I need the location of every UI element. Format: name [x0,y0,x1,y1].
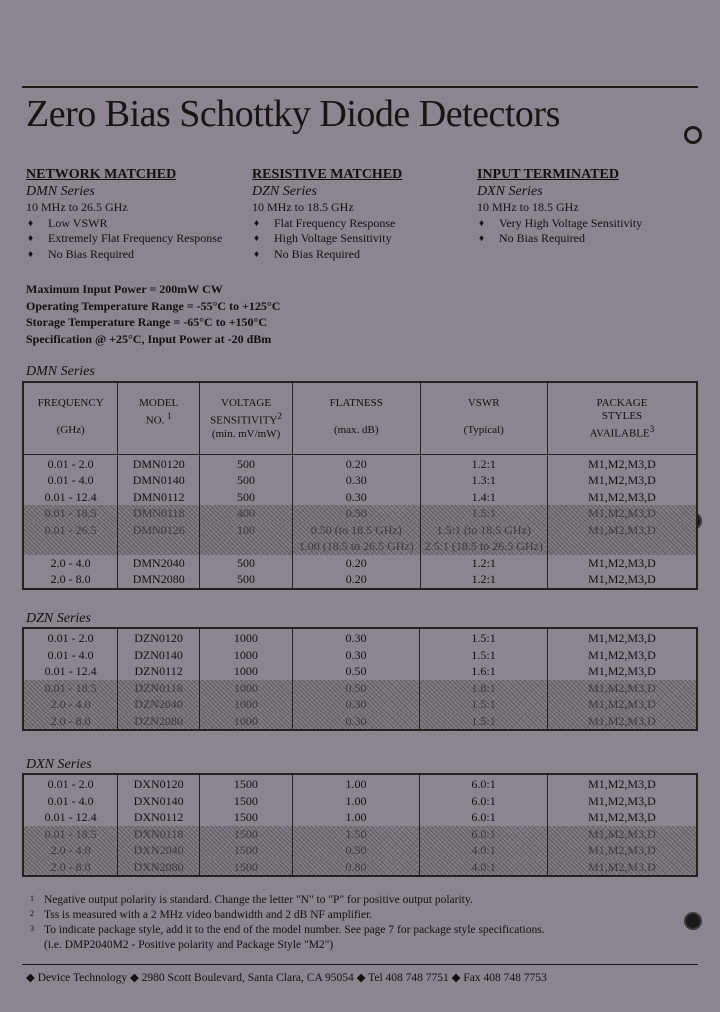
cell-flatness: 0.20 [292,571,420,589]
cell-sensitivity: 1000 [200,628,293,647]
footnote: (i.e. DMP2040M2 - Positive polarity and Package Style "M2") [44,939,334,951]
cell-flatness: 0.20 [292,454,420,472]
table-row [23,774,697,793]
dzn-table [22,627,698,731]
cell-sensitivity: 500 [200,571,293,589]
cell-model: DMN0126 [118,522,200,539]
cell-model: DMN0120 [118,454,200,472]
cell-frequency: 0.01 - 2.0 [23,628,118,647]
cell-model: DMN0118 [118,505,200,522]
cell-vswr: 1.5:1 [420,696,548,713]
table-row [23,628,697,647]
cell-sensitivity: 1000 [200,663,293,680]
table-row [23,793,697,810]
table-row [23,859,697,877]
cell-package: M1,M2,M3,D [547,826,697,843]
dmn-table-body [23,454,697,589]
spec-line: Maximum Input Power = 200mW CW [26,282,223,296]
cell-flatness: 1.00 [292,774,420,793]
spec-line: Specification @ +25°C, Input Power at -20 dBm [26,331,272,346]
top-rule [22,86,698,88]
cell-flatness: 0.50 (to 18.5 GHz) [292,522,420,539]
cell-model: DZN0120 [118,628,200,647]
cell-sensitivity: 1500 [200,842,293,859]
cell-package: M1,M2,M3,D [547,472,697,489]
cell-vswr: 4.0:1 [420,842,548,859]
cell-vswr: 1.5:1 [420,628,548,647]
col-model: MODEL NO. $^1$ [118,382,200,454]
table-row [23,696,697,713]
table-row [23,809,697,826]
cell-model [118,538,200,555]
cell-model: DXN0120 [118,774,200,793]
cell-sensitivity: 500 [200,555,293,572]
cell-vswr: 1.5:1 [420,647,548,664]
cell-package: M1,M2,M3,D [547,713,697,731]
cell-frequency: 0.01 - 4.0 [23,793,118,810]
cell-model: DMN0140 [118,472,200,489]
cell-sensitivity: 500 [200,472,293,489]
dxn-series-title: DXN Series [26,757,92,772]
feature-item: ♦ Very High Voltage Sensitivity [477,216,697,232]
table-row [23,826,697,843]
cell-flatness: 0.80 [292,859,420,877]
column-network-matched [26,166,246,262]
cell-vswr: 1.5:1 (to 18.5 GHz) [420,522,547,539]
cell-frequency: 2.0 - 4.0 [23,555,118,572]
cell-flatness: 0.30 [292,628,420,647]
feature-item: ♦ Low VSWR [26,216,246,232]
spec-line: Operating Temperature Range = -55°C to +125°C [26,298,281,313]
cell-package: M1,M2,M3,D [547,555,697,572]
cell-model: DZN0140 [118,647,200,664]
cell-flatness: 0.30 [292,647,420,664]
footnote: 3 To indicate package style, add it to the end of the model number. See page 7 for package style specifications. [30,924,545,936]
col-vswr: VSWR (Typical) [420,382,547,454]
cell-flatness: 0.50 [292,663,420,680]
cell-frequency: 0.01 - 18.5 [23,680,118,697]
dxn-table [22,773,698,877]
cell-flatness: 0.30 [292,713,420,731]
bottom-rule [22,964,698,965]
dxn-table-body [23,774,697,876]
cell-flatness: 0.30 [292,696,420,713]
column-heading: RESISTIVE MATCHED [252,167,403,182]
cell-frequency: 0.01 - 2.0 [23,454,118,472]
table-row [23,472,697,489]
cell-package: M1,M2,M3,D [547,571,697,589]
cell-sensitivity: 1000 [200,696,293,713]
cell-frequency: 0.01 - 2.0 [23,774,118,793]
cell-vswr: 1.2:1 [420,571,547,589]
cell-package: M1,M2,M3,D [547,454,697,472]
cell-model: DZN2080 [118,713,200,731]
cell-flatness: 0.50 [292,505,420,522]
cell-model: DXN2040 [118,842,200,859]
spec-line: Storage Temperature Range = -65°C to +150°C [26,315,268,329]
cell-vswr: 1.8:1 [420,680,548,697]
table-header-row [23,382,697,454]
table-row [23,680,697,697]
footnote: 2 Tss is measured with a 2 MHz video bandwidth and 2 dB NF amplifier. [30,909,373,921]
cell-model: DZN2040 [118,696,200,713]
cell-sensitivity: 1500 [200,793,293,810]
cell-frequency: 2.0 - 4.0 [23,842,118,859]
column-series: DZN Series [252,184,317,199]
feature-item: ♦ No Bias Required [477,231,697,247]
cell-frequency [23,538,118,555]
cell-model: DXN2080 [118,859,200,877]
cell-package: M1,M2,M3,D [547,809,697,826]
cell-package: M1,M2,M3,D [547,842,697,859]
column-resistive-matched [252,166,472,262]
cell-frequency: 0.01 - 18.5 [23,826,118,843]
footnote: 1 Negative output polarity is standard. Change the letter "N" to "P" for positive output polarity. [30,894,473,906]
footnotes [30,893,545,953]
cell-sensitivity: 1000 [200,647,293,664]
cell-package: M1,M2,M3,D [547,628,697,647]
cell-sensitivity: 500 [200,454,293,472]
cell-flatness: 0.30 [292,472,420,489]
table-row [23,842,697,859]
cell-sensitivity: 500 [200,489,293,506]
table-row [23,713,697,731]
feature-item: ♦ Flat Frequency Response [252,216,472,232]
cell-flatness: 0.20 [292,555,420,572]
cell-vswr: 1.5:1 [420,505,547,522]
punch-hole-icon [684,912,702,930]
cell-package: M1,M2,M3,D [547,663,697,680]
cell-sensitivity: 400 [200,505,293,522]
cell-frequency: 2.0 - 8.0 [23,859,118,877]
table-row [23,505,697,522]
cell-flatness: 1.00 (18.5 to 26.5 GHz) [292,538,420,555]
cell-vswr: 1.3:1 [420,472,547,489]
cell-package: M1,M2,M3,D [547,522,697,539]
cell-package: M1,M2,M3,D [547,793,697,810]
dzn-series-title: DZN Series [26,611,91,626]
column-series: DMN Series [26,184,95,199]
cell-vswr: 1.6:1 [420,663,548,680]
cell-model: DXN0112 [118,809,200,826]
cell-package: M1,M2,M3,D [547,647,697,664]
cell-flatness: 1.00 [292,793,420,810]
cell-frequency: 2.0 - 8.0 [23,571,118,589]
cell-sensitivity: 1000 [200,713,293,731]
cell-vswr: 1.4:1 [420,489,547,506]
cell-frequency: 0.01 - 18.5 [23,505,118,522]
feature-item: ♦ No Bias Required [26,247,246,263]
cell-vswr: 1.5:1 [420,713,548,731]
cell-sensitivity: 1000 [200,680,293,697]
page-title: Zero Bias Schottky Diode Detectors [26,93,560,135]
cell-frequency: 0.01 - 12.4 [23,809,118,826]
cell-sensitivity: 1500 [200,826,293,843]
column-range: 10 MHz to 18.5 GHz [252,200,354,214]
table-row [23,555,697,572]
cell-frequency: 0.01 - 4.0 [23,647,118,664]
cell-package: M1,M2,M3,D [547,859,697,877]
cell-package [547,538,697,555]
cell-package: M1,M2,M3,D [547,505,697,522]
column-heading: NETWORK MATCHED [26,167,177,182]
col-flatness: FLATNESS (max. dB) [292,382,420,454]
column-range: 10 MHz to 26.5 GHz [26,200,128,214]
dzn-table-body [23,628,697,730]
cell-frequency: 0.01 - 12.4 [23,663,118,680]
table-row [23,663,697,680]
column-input-terminated [477,166,697,247]
dmn-series-title: DMN Series [26,364,95,379]
table-row [23,522,697,539]
cell-flatness: 1.50 [292,826,420,843]
feature-item: ♦ Extremely Flat Frequency Response [26,231,246,247]
column-heading: INPUT TERMINATED [477,167,619,182]
cell-model: DXN0140 [118,793,200,810]
cell-frequency: 2.0 - 4.0 [23,696,118,713]
column-range: 10 MHz to 18.5 GHz [477,200,579,214]
cell-sensitivity: 1500 [200,809,293,826]
feature-item: ♦ High Voltage Sensitivity [252,231,472,247]
cell-package: M1,M2,M3,D [547,680,697,697]
cell-model: DZN0112 [118,663,200,680]
cell-package: M1,M2,M3,D [547,489,697,506]
cell-vswr: 1.2:1 [420,555,547,572]
punch-hole-icon [684,126,702,144]
cell-package: M1,M2,M3,D [547,774,697,793]
dmn-table [22,381,698,590]
cell-vswr: 6.0:1 [420,793,548,810]
cell-vswr: 1.2:1 [420,454,547,472]
cell-vswr: 6.0:1 [420,826,548,843]
col-frequency: FREQUENCY (GHz) [23,382,118,454]
cell-sensitivity: 100 [200,522,293,539]
cell-vswr: 6.0:1 [420,774,548,793]
cell-model: DXN0118 [118,826,200,843]
spec-list [26,281,280,347]
cell-package: M1,M2,M3,D [547,696,697,713]
feature-item: ♦ No Bias Required [252,247,472,263]
table-row [23,571,697,589]
cell-sensitivity [200,538,293,555]
table-row [23,538,697,555]
col-voltage: VOLTAGE SENSITIVITY$^2$ (min. mV/mW) [200,382,293,454]
cell-model: DMN0112 [118,489,200,506]
cell-model: DMN2040 [118,555,200,572]
column-series: DXN Series [477,184,543,199]
cell-flatness: 0.50 [292,842,420,859]
cell-model: DMN2080 [118,571,200,589]
table-row [23,454,697,472]
page-footer: ◆ Device Technology ◆ 2980 Scott Boulevard, Santa Clara, CA 95054 ◆ Tel 408 748 7751 ◆ Fax 408 748 7753 [26,972,547,984]
cell-frequency: 0.01 - 12.4 [23,489,118,506]
table-row [23,489,697,506]
cell-sensitivity: 1500 [200,859,293,877]
cell-flatness: 0.30 [292,489,420,506]
cell-flatness: 0.50 [292,680,420,697]
col-package: PACKAGE STYLES AVAILABLE$^3$ [547,382,697,454]
cell-frequency: 0.01 - 4.0 [23,472,118,489]
cell-model: DZN0118 [118,680,200,697]
table-row [23,647,697,664]
cell-frequency: 2.0 - 8.0 [23,713,118,731]
cell-frequency: 0.01 - 26.5 [23,522,118,539]
cell-vswr: 4.0:1 [420,859,548,877]
cell-vswr: 2.5:1 (18.5 to 26.5 GHz) [420,538,547,555]
cell-vswr: 6.0:1 [420,809,548,826]
cell-flatness: 1.00 [292,809,420,826]
cell-sensitivity: 1500 [200,774,293,793]
